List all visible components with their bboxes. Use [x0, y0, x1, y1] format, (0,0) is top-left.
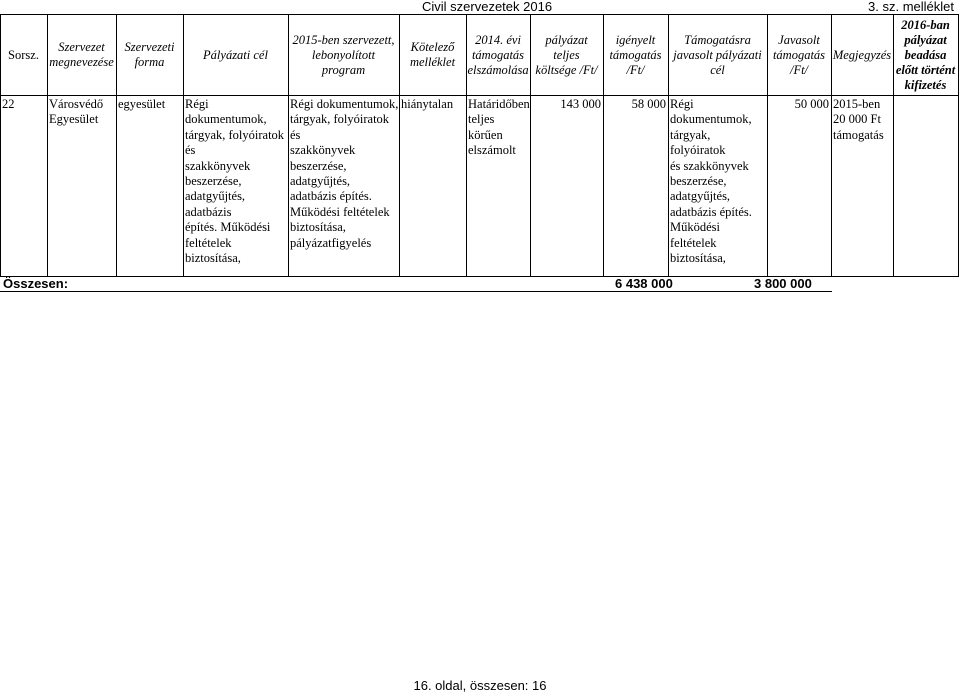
cell-sorsz: 22 [2, 97, 15, 111]
cell-requested: 58 000 [631, 97, 666, 111]
col-header-settlement: 2014. évi támogatás elszámolása [467, 32, 529, 77]
totals-label: Összesen: [3, 276, 69, 291]
cell-name: Városvédő Egyesület [49, 97, 104, 127]
totals-bottom-border [0, 291, 832, 292]
col-header-total-cost: pályázat teljes költsége /Ft/ [535, 32, 598, 77]
page-header [0, 0, 960, 14]
page-footer: 16. oldal, összesen: 16 [413, 678, 547, 693]
document-title: Civil szervezetek 2016 [422, 0, 553, 14]
col-header-goal: Pályázati cél [203, 47, 268, 62]
cell-note: 2015-ben 20 000 Ft támogatás [833, 97, 884, 142]
cell-proposed-goal: Régi dokumentumok, tárgyak, folyóiratok és szakkönyvek beszerzése, adatgyűjtés, adatbázis építés. Működési feltételek biztosítása, [670, 97, 752, 266]
totals-row [0, 276, 830, 291]
header-divider [0, 95, 959, 96]
cell-program: Régi dokumentumok, tárgyak, folyóiratok és szakkönyvek beszerzése, adatgyűjtés, adatbázis építés. Működési feltételek biztosítása, pályázatfigyelés [290, 97, 399, 250]
col-header-program: 2015-ben szervezett, lebonyolított program [292, 32, 395, 77]
col-header-form: Szervezeti forma [124, 40, 175, 69]
cell-proposed-amount: 50 000 [794, 97, 829, 111]
cell-settlement: Határidőben teljes körűen elszámolt [468, 97, 530, 158]
col-header-proposed-goal: Támogatásra javasolt pályázati cél [673, 32, 762, 77]
col-header-prepayment: 2016-ban pályázat beadása előtt történt kifizetés [895, 17, 956, 92]
cell-form: egyesület [118, 97, 166, 111]
col-header-sorsz: Sorsz. [8, 47, 39, 62]
col-header-proposed-amount: Javasolt támogatás /Ft/ [772, 32, 826, 77]
col-header-note: Megjegyzés [832, 47, 892, 62]
col-header-requested: igényelt támogatás /Ft/ [609, 32, 662, 77]
cell-goal: Régi dokumentumok, tárgyak, folyóiratok és szakkönyvek beszerzése, adatgyűjtés, adatbázis építés. Működési feltételek biztosítása, [185, 97, 285, 266]
col-border [958, 14, 959, 276]
cell-total-cost: 143 000 [560, 97, 601, 111]
cell-attachment: hiánytalan [401, 97, 454, 111]
col-header-attachment: Kötelező melléklet [409, 40, 456, 69]
totals-proposed: 3 800 000 [754, 276, 812, 291]
annex-label: 3. sz. melléklet [868, 0, 954, 14]
totals-requested: 6 438 000 [615, 276, 673, 291]
col-header-name: Szervezet megnevezése [49, 40, 114, 69]
table-top-border [0, 14, 959, 15]
